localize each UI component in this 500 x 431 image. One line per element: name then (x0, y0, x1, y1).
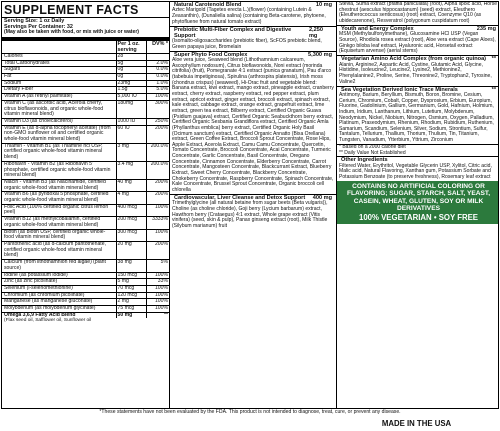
nutrient-dv: 100% (146, 204, 169, 216)
trace-name: Sea Vegetation Derived Ionic Trace Minerals (341, 86, 458, 93)
nutrient-name: Molybdenum (as molybdenum glycinate) (2, 306, 116, 313)
facts-column (2, 2, 170, 408)
dv-footnote: * Based on a 2000 calorie diet (339, 144, 406, 151)
nutrient-dv: 0.0% (146, 67, 169, 74)
nutrient-dv: 100% (146, 292, 169, 299)
nutrient-name: Sodium (2, 80, 116, 87)
nutrient-name: Chromium (as chromium picolinate) (2, 292, 116, 299)
nutrient-name: Calories (2, 53, 116, 60)
nutrient-name: Vitamin B6 (as pyridoxal 5'phosphate, certified organic whole-food vitamin mineral blend) (2, 192, 116, 204)
liver-blend (170, 195, 336, 230)
nutrient-amount: 3.4 mg (116, 161, 146, 179)
nutrient-amount: 2 mg (116, 299, 146, 306)
liver-body: Trimethylglycine (all natural betaine from sugar beets (Beta vulgaris)), Choline (as choline chloride), Goji berry (Lycium barbarum) extract, Hawthorn berry (Crataegus) 4:1 extract, Whole grape extract (Vitis vinifera) (seed, skin & pulp), Panax ginseng extract (root), Milk Thistle (Silybum marianum) fruit (172, 200, 328, 229)
nutrient-name: Dietary Fiber (2, 87, 116, 94)
nutrient-name: Biotin (as biotin USP, certified organic whole-food vitamin mineral blend) (2, 229, 116, 241)
nutrient-amount: 300 mcg (116, 229, 146, 241)
amino-blend (337, 56, 499, 86)
amino-name: Vegetarian Amino Acid Complex (from organic quinoa) (341, 56, 487, 63)
energy-name: Youth and Energy Complex (341, 26, 414, 33)
tagline: 100% VEGETARIAN • SOY FREE (359, 212, 478, 222)
nutrient-dv: 200% (146, 192, 169, 204)
nutrient-amount: 0g (116, 74, 146, 81)
nutrient-dv: 200% (146, 125, 169, 143)
carotenoid-blend (170, 2, 336, 27)
nutrient-amount: 50 mg (116, 312, 146, 318)
amount-column-header: Per 1 oz. serving (116, 40, 146, 53)
prebiotic-amount: 2,250 mg (308, 26, 323, 39)
facts-row (2, 204, 169, 216)
nutrient-name: Niacin - Vitamin B3 (as Niacinamide, certified organic whole-food vitamin mineral blend) (2, 179, 116, 191)
nutrient-amount: 180mg (116, 100, 146, 118)
nutrient-amount: 400 mcg (116, 204, 146, 216)
nutrient-amount: 60 IU (116, 125, 146, 143)
nutrient-dv: 100% (146, 299, 169, 306)
omega-detail: (Flax seed oil, Safflower oil, Sunflower oil (4, 318, 92, 324)
mix-note: (May also be taken with food, or mix with juice or water) (4, 29, 140, 36)
phyto-body: Aloe vera juice, Seaweed blend (Lithothamnium calcareum, Ascophyllum nodosum), Citrus bioflavonoids, Noni extract (morinda citrifolia) (fruit), Pomegranate 4:1 extract (punica granatum), Pau d'arco (tabebuia impetiginosa), Spirulina (arthrospira platensis), Irish moss (chondrus crispus) (seaweed), Hi-Orac fruit and vegetable blend: Banana extract, kiwi extract, mango extract, pineapple extract, cranberry extract, cherry extract, raspberry extract, red pepper extract, plum extract, apricot extract, ginger extract, broccoli extract, spinach extract, kale extract, cabbage extract, orange extract, grapefruit extract, lime extract, green tea extract, Bilberry extract, Certified Organic Guava (Psidium guajava) extract, Certified Organic Seabuckthorn berry extract, Certified Organic Sesbania Grandiflora extract, Certified Organic Amla (Phyllanthus emblica) berry extract, Certified Organic Holy Basil (Ocimum sanctum) extract, Certified Organic Annatto (Bixa Orellana) extract, Green Coffee Extract, Broccoli Sprout Concentrate, Rose Hips, Apple Extract, Acerola Extract, Camu Camu Concentrate, Quercetin, Tomato Concentrate, Broccoli Concentrate, Acai Concentrate, Turmeric Concentrate, Garlic Concentrate, Basil Concentrate, Oregano Concentrate, Cinnamon Concentrate, Elderberry Concentrate, Carrot Concentrate, Mangosteen Concentrate, Blackcurrant Extract, Blueberry Extract, Sweet Cherry Concentrate, Blackberry Concentrate, Chokeberry Concentrate, Raspberry Concentrate, Spinach Concentrate, Kale Concentrate, Brussel Sprout Concentrate, Organic broccoli cell chlorella (172, 57, 334, 193)
nutrient-name: Vitamin E (as d-alpha tocopheryl acetate) (from non-GMO sunflower oil and certified organic whole-food vitamin mineral blend) (2, 125, 116, 143)
nutrient-amount: 38 mg (116, 260, 146, 272)
nutrient-amount: 28 (116, 53, 146, 60)
nutrient-name: Folic Acid (100% certified organic citrus lemon peel) (2, 204, 116, 216)
facts-row (2, 125, 169, 143)
nutrient-name: Total Carbohydrates (2, 60, 116, 67)
nutrient-amount: 5,000 IU (116, 94, 146, 101)
nutrient-dv: 1.0% (146, 80, 169, 87)
nutrient-name: Thiamin - Vitamin B1 (as Thiamine hcl USP, certified organic whole-food vitamin mineral blend) (2, 143, 116, 161)
trace-body: Antimony, Barium, Beryllium, Bismuth, Boron, Bromine, Cesium, Cerium, Chromium, Cobalt, Copper, Dysprosium, Erbium, Europium, Fluorine, Gadolinium, Gallium, Germanium, Gold, Hafnium, Holmium, Indium, Iridium, Lanthanum, Lithium, Lutetium, Molybdenum, Neodymium, Nickel, Niobium, Nitrogen, Osmium, Oxygen, Palladium, Platinum, Praseodymium, Rhenium, Rhodium, Rubidium, Ruthenium, Samarium, Scandium, Selenium, Silver, Sodium, Strontium, Sulfur, Tantalum, Tellurium, Thallium, Thorium, Thulium, Tin, Titanium, Tungsten, Vanadium, Ytterbium, Yttrium, Zirconium (339, 91, 494, 144)
nutrient-dv: 200% (146, 179, 169, 191)
phyto-amount: 5,300 mg (308, 51, 332, 58)
nutrient-dv: 100% (146, 272, 169, 279)
nutrient-name: Vitamin A (as retinyl palmitate) (2, 94, 116, 101)
nutrient-amount: 70 mcg (116, 285, 146, 292)
nutrient-dv: 250% (146, 118, 169, 125)
nutrient-amount: 1.5g (116, 87, 146, 94)
phyto-blend (170, 52, 336, 195)
nutrient-amount: 40 mg (116, 179, 146, 191)
serving-size: Serving Size: 1 oz Daily (4, 18, 65, 24)
dv-column-header: DV% * (146, 40, 169, 53)
nutrient-amount: 23mg (116, 80, 146, 87)
nutrient-dv: 200.0% (146, 143, 169, 161)
nutrient-amount: 0g (116, 67, 146, 74)
carotenoid-amount: 10 mg (315, 2, 332, 8)
nutrient-amount: 3 mg (116, 143, 146, 161)
nutrient-amount: 1000 IU (116, 118, 146, 125)
prebiotic-body: (Isomalto-oligosaccharides (prebiotic fiber), ScFOS prebiotic blend, Green papaya juice, Bromelain (172, 38, 322, 50)
other-title: Other Ingredients (341, 157, 388, 164)
carotenoid-name: Natural Carotenoid Blend (174, 2, 242, 8)
nutrient-dv: 200% (146, 241, 169, 259)
nutrient-dv: 33% (146, 279, 169, 286)
nutrient-name: Riboflavin - Vitamin B2 (as Riboflavin 5' phosphate, certified organic whole-food vitamin mineral blend) (2, 161, 116, 179)
energy-amount: 235 mg (476, 26, 496, 33)
nutrient-dv: 300% (146, 100, 169, 118)
servings-per-container: Servings Per Container: 32 (4, 24, 73, 31)
nutrient-amount: 200 mcg (116, 217, 146, 229)
nutrient-amount: 5g (116, 60, 146, 67)
nutrient-name: Fat (2, 74, 116, 81)
prebiotic-name: Prebiotic Multi-Fiber Complex and Digestive Support (174, 26, 292, 39)
facts-row (2, 143, 169, 161)
nutrient-amount: 120 mcg (116, 292, 146, 299)
continued-body: Stevia, Suma extract (pfaffia paniculata) (root), Alpha lipoic acid, Horse chestnut (aesculus hippocastanum) (seed) extract, Eleuthero (Eleutherococcus senticosus) (root) extract, Coenzyme Q10 (as ubidecarenone), Resveratrol (polygonum cuspidatum root) (339, 2, 498, 24)
facts-row (2, 100, 169, 118)
nutrient-name: Pantothenic acid (as d-calcium pantothenate, certified organic whole-food vitamin mineral blend) (2, 241, 116, 259)
phyto-name: Super Phyto Food Complex (174, 51, 248, 58)
carotenoid-body: Aztec Marigold (Tagetes erecta L.)(flower) (containing Lutein & Zeaxanthin), (Dunaliella salina) (containing Beta-carotene, phytoene, phytofluene from natural tomato extract) (172, 7, 326, 25)
liver-name: Cardiovascular, Liver Cleanse and Detox Support (174, 195, 306, 202)
prebiotic-blend (170, 27, 336, 52)
facts-row (2, 60, 169, 67)
nutrient-dv: 3333% (146, 217, 169, 229)
nutrient-name: Vitamin D3 (as cholecalciferol) (2, 118, 116, 125)
trace-amount: ** (491, 86, 496, 93)
nutrient-name: Selenium (l-selenomethionine) (2, 285, 116, 292)
nutrient-name: Omega 3,6,9 Fatty Acid Blend (2, 312, 116, 318)
right-column (337, 2, 499, 408)
nutrient-name: Manganese (as manganese gluconate) (2, 299, 116, 306)
nutrient-dv: 100% (146, 306, 169, 313)
supplement-facts-label (1, 1, 499, 409)
amino-body: Alanin, Arginine2, Aspartic Acid, Cystine, Glutamic Acid, Glycine, Histidine, Isoleucine2, Leucine2, Lysine2, Methionine2, Phenylalanine2, Proline, Serine, Threonine2, Tryptophan2, Tyrosine, Valine2 (339, 61, 492, 85)
nutrient-amount: 150 mcg (116, 272, 146, 279)
nutrient-name: Sugars (2, 67, 116, 74)
facts-row (2, 74, 169, 81)
energy-body: MSM (Methylsulfonylmethane), Glucosamine HCl USP (Vegan Source), Rhodiola rosea extract (root), Aloe vera extract (Cape Aloes), Ginkgo biloba leaf extract, Hyaluronic acid, Horsetail extract (Equisetum arvense) (aerial stems) (339, 31, 496, 55)
nutrient-amount: 75 mcg (116, 306, 146, 313)
claims-text: CONTAINS NO ARTIFICIAL COLORING OR FLAVORING; SUGAR, STARCH, SALT, YEAST, CASEIN, WHEAT, GLUTEN, SOY OR MILK DERIVATIVES (346, 183, 491, 213)
facts-row (2, 260, 169, 272)
nutrient-dv: 100% (146, 94, 169, 101)
dv-not-established: ** Daily Value Not Established (339, 149, 406, 156)
nutrient-name: Iodine (as potassium iodide) (2, 272, 116, 279)
nutrient-name: Calcium (from lithothamnion red algae) (plant source) (2, 260, 116, 272)
facts-row (2, 192, 169, 204)
facts-row (2, 229, 169, 241)
facts-row (2, 161, 169, 179)
amino-amount: ** (491, 56, 496, 63)
other-body: Filtered Water, Erythritol, Vegetable Glycerin USP, Xylitol, Citric acid, Malic acid, Natural Flavoring, Xanthan gum, Potassium Sorbate and Potassium Benzoate (to preserve freshness), Rosemary leaf extract (339, 162, 492, 180)
nutrient-name: Vitamin B12 (as methylcobalamin, certified organic whole-food vitamin mineral blend) (2, 217, 116, 229)
nutrient-amount: 4 mg (116, 192, 146, 204)
facts-title: SUPPLEMENT FACTS (4, 3, 139, 17)
facts-header-row (2, 40, 169, 53)
liver-amount: 400 mg (312, 195, 332, 202)
facts-row (2, 67, 169, 74)
nutrient-dv: 100% (146, 285, 169, 292)
nutrient-name: Zinc (as zinc picolinate) (2, 279, 116, 286)
nutrient-dv: ** (146, 312, 169, 318)
nutrient-dv: 100% (146, 229, 169, 241)
facts-row (2, 241, 169, 259)
other-ingredients (337, 157, 499, 181)
nutrient-amount: 5 mg (116, 279, 146, 286)
nutrient-dv: 5.0% (146, 87, 169, 94)
energy-blend (337, 26, 499, 56)
claims-box (337, 181, 499, 224)
nutrient-name: Vitamin C (as ascorbic acid, Acerola cherry, citrus bioflavonoids, and organic whole-food vitamin mineral blend) (2, 100, 116, 118)
facts-table (2, 40, 169, 319)
nutrient-dv: 2.0% (146, 60, 169, 67)
made-in-usa: MADE IN THE USA (381, 419, 452, 428)
continued-blend (337, 2, 499, 26)
facts-row (2, 179, 169, 191)
facts-row (2, 217, 169, 229)
nutrient-dv: 5% (146, 260, 169, 272)
trace-blend (337, 87, 499, 146)
nutrient-amount: 20 mg (116, 241, 146, 259)
nutrient-dv: 200.0% (146, 161, 169, 179)
blend-column (170, 2, 337, 408)
fda-disclaimer: *These statements have not been evaluated by the FDA. This product is not intended to diagnose, treat, cure, or prevent any disease. (99, 409, 401, 415)
nutrient-dv: 0.0% (146, 74, 169, 81)
